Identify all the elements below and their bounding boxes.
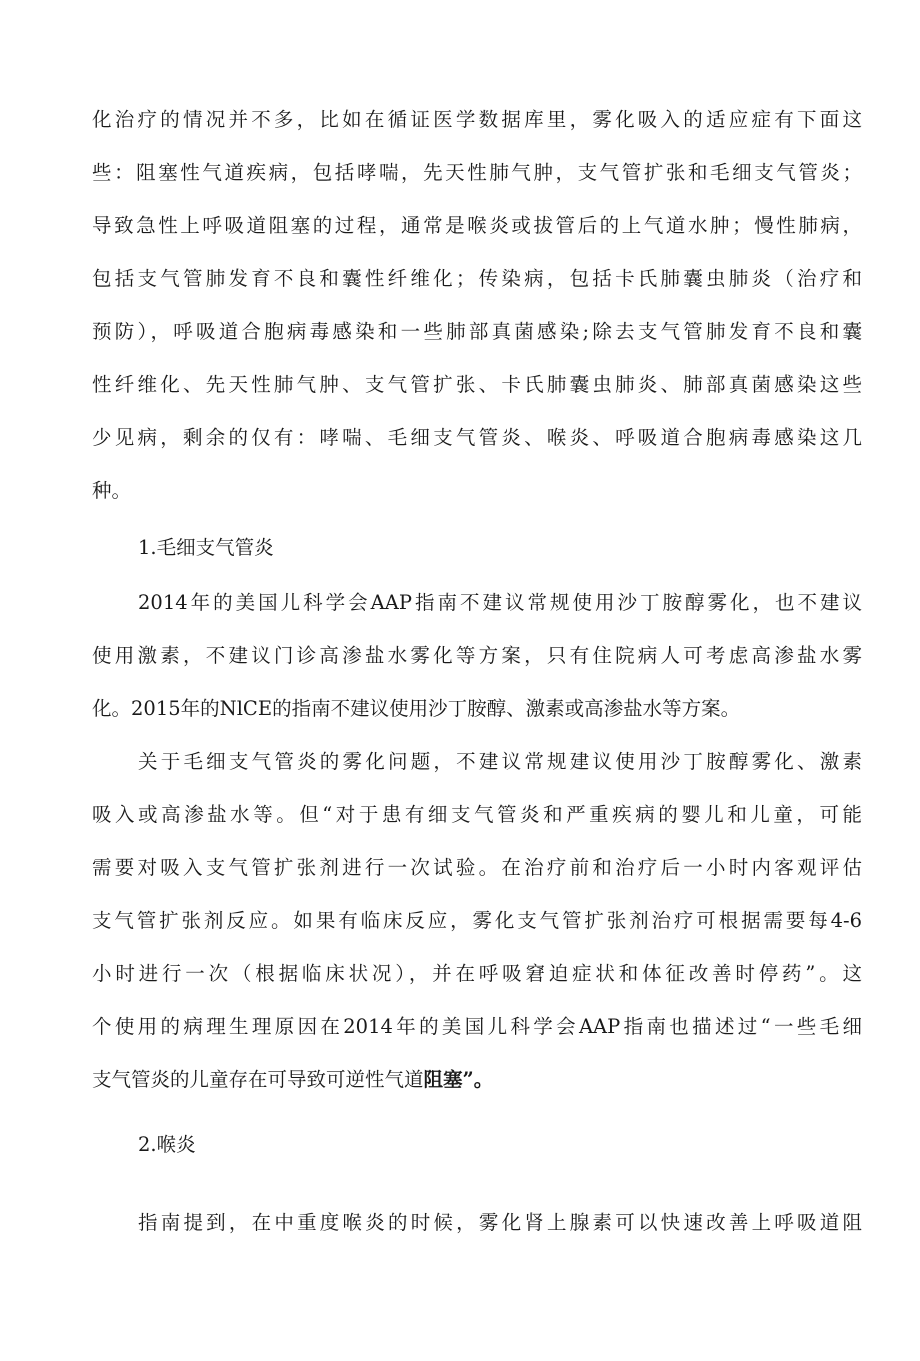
paragraph-3-line-4: 支气管扩张剂反应。如果有临床反应，雾化支气管扩张剂治疗可根据需要每4-6 bbox=[92, 909, 862, 932]
paragraph-3-line-7-bold-text: 阻塞”。 bbox=[423, 1068, 494, 1091]
paragraph-1-line-2: 些：阻塞性气道疾病，包括哮喘，先天性肺气肿，支气管扩张和毛细支气管炎； bbox=[92, 161, 862, 184]
paragraph-2-line-2: 使用激素，不建议门诊高渗盐水雾化等方案，只有住院病人可考虑高渗盐水雾 bbox=[92, 644, 862, 667]
section-heading-croup: 2.喉炎 bbox=[138, 1133, 196, 1156]
paragraph-3-line-6: 个使用的病理生理原因在2014年的美国儿科学会AAP指南也描述过“一些毛细 bbox=[92, 1015, 862, 1038]
paragraph-2-line-3: 化。2015年的NlCE的指南不建议使用沙丁胺醇、激素或高渗盐水等方案。 bbox=[92, 697, 741, 720]
paragraph-3-line-5: 小时进行一次（根据临床状况），并在呼吸窘迫症状和体征改善时停药”。这 bbox=[92, 962, 862, 985]
paragraph-1-line-4: 包括支气管肺发育不良和囊性纤维化；传染病，包括卡氏肺囊虫肺炎（治疗和 bbox=[92, 267, 862, 290]
paragraph-1-line-5: 预防），呼吸道合胞病毒感染和一些肺部真菌感染;除去支气管肺发育不良和囊 bbox=[92, 320, 862, 343]
paragraph-1-line-8: 种。 bbox=[92, 479, 132, 502]
paragraph-3-line-3: 需要对吸入支气管扩张剂进行一次试验。在治疗前和治疗后一小时内客观评估 bbox=[92, 856, 862, 879]
paragraph-4-line-1: 指南提到，在中重度喉炎的时候，雾化肾上腺素可以快速改善上呼吸道阻 bbox=[138, 1211, 862, 1234]
paragraph-2-line-1: 2014年的美国儿科学会AAP指南不建议常规使用沙丁胺醇雾化，也不建议 bbox=[138, 591, 862, 614]
paragraph-3-line-1: 关于毛细支气管炎的雾化问题，不建议常规建议使用沙丁胺醇雾化、激素 bbox=[138, 750, 862, 773]
paragraph-3-line-2: 吸入或高渗盐水等。但“对于患有细支气管炎和严重疾病的婴儿和儿童，可能 bbox=[92, 803, 862, 826]
paragraph-3-line-7-text: 支气管炎的儿童存在可导致可逆性气道 bbox=[92, 1068, 424, 1091]
paragraph-1-line-3: 导致急性上呼吸道阻塞的过程，通常是喉炎或拔管后的上气道水肿；慢性肺病， bbox=[92, 214, 862, 237]
paragraph-1-line-7: 少见病，剩余的仅有：哮喘、毛细支气管炎、喉炎、呼吸道合胞病毒感染这几 bbox=[92, 426, 862, 449]
paragraph-1-line-1: 化治疗的情况并不多，比如在循证医学数据库里，雾化吸入的适应症有下面这 bbox=[92, 108, 862, 131]
section-heading-bronchiolitis: 1.毛细支气管炎 bbox=[138, 536, 274, 559]
paragraph-1-line-6: 性纤维化、先天性肺气肿、支气管扩张、卡氏肺囊虫肺炎、肺部真菌感染这些 bbox=[92, 373, 862, 396]
paragraph-3-line-7 bbox=[92, 1065, 862, 1095]
